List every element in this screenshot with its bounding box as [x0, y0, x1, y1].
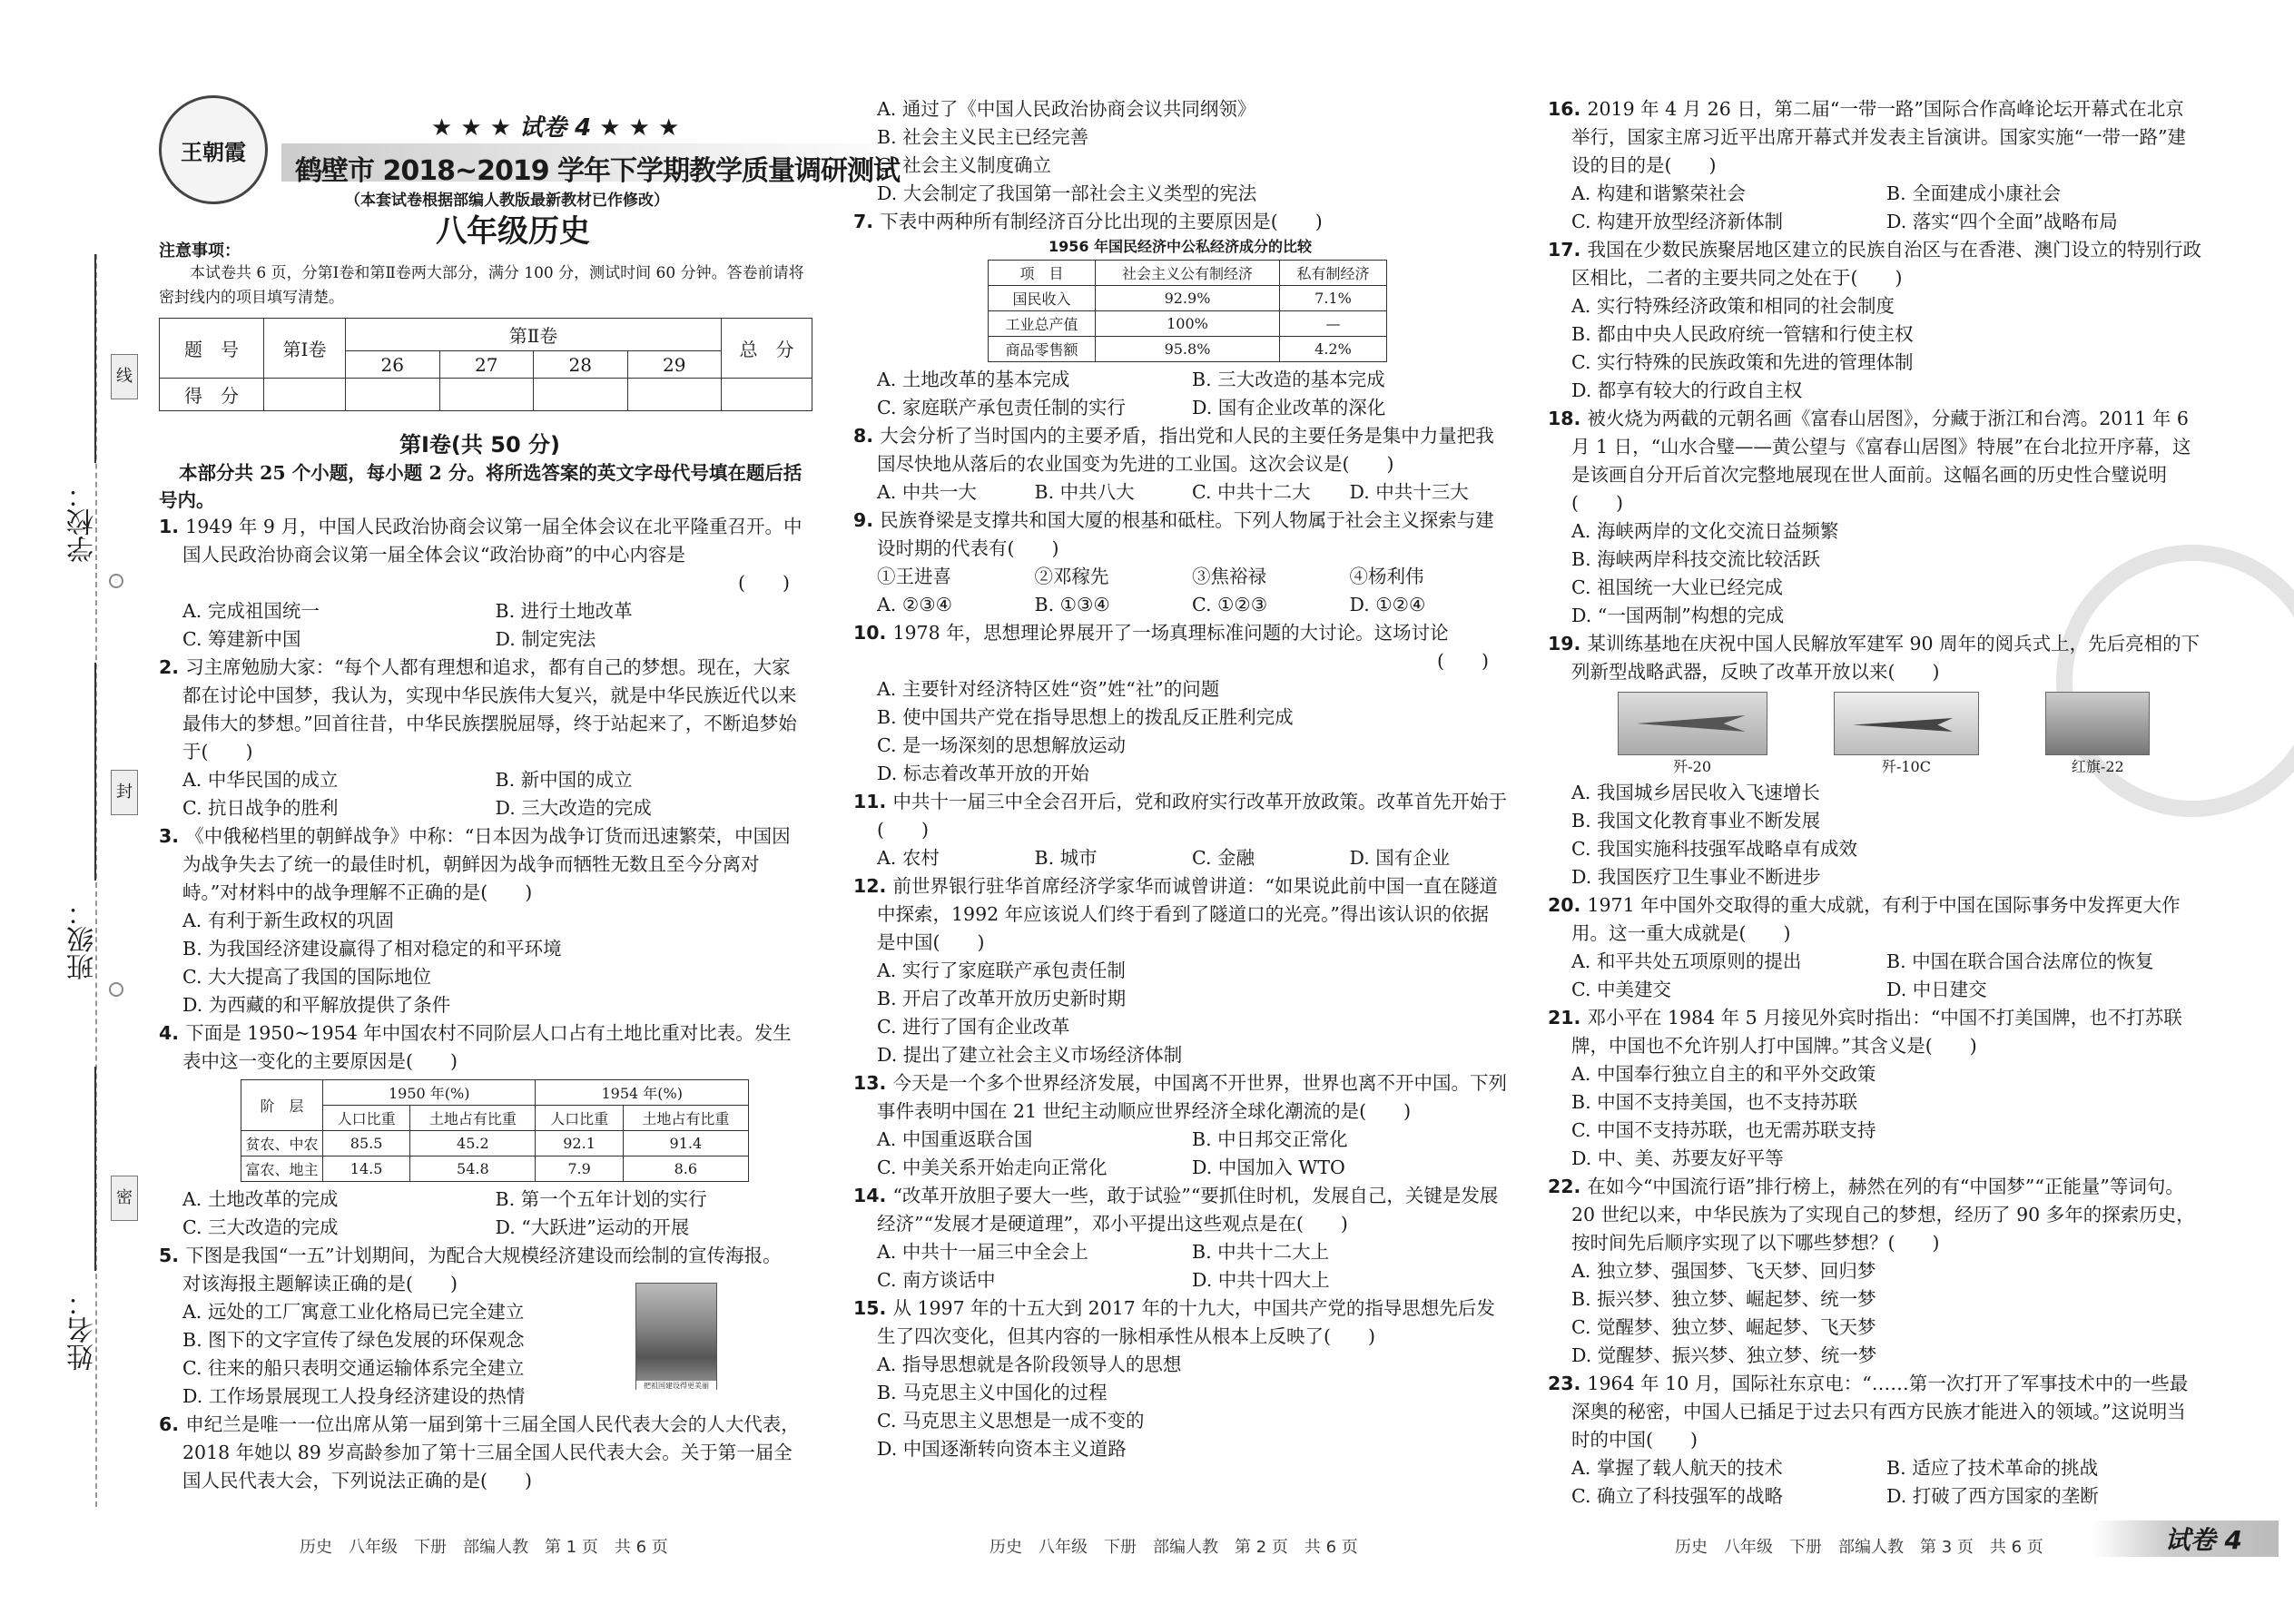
notice-heading: 注意事项：	[159, 241, 241, 261]
q1-paren[interactable]: ( )	[738, 572, 790, 594]
q9-item-2: ②邓稼先	[1034, 566, 1109, 587]
q13-stem: 今天是一个多个世界经济发展，中国离不开世界，世界也离不开中国。下列事件表明中国在 21 世纪主动顺应世界经济全球化潮流的是( )	[877, 1072, 1507, 1122]
option-a[interactable]: A. 海峡两岸的文化交流日益频繁	[1571, 520, 1839, 542]
question-1: 1. 1949 年 9 月，中国人民政治协商会议第一届全体会议在北平隆重召开。中国人民政治协商会议第一届全体会议“政治协商”的中心内容是 ( )	[159, 513, 808, 597]
option-d[interactable]: D. 制定宪法	[495, 628, 596, 650]
score-label-part1: 第Ⅰ卷	[264, 319, 346, 379]
binding-hole	[109, 574, 123, 588]
th-1950: 1950 年(%)	[323, 1080, 536, 1106]
option-b[interactable]: B. 中共八大	[1034, 481, 1135, 503]
table-cell: 7.9	[536, 1156, 623, 1182]
option-d[interactable]: D. 中国加入 WTO	[1192, 1156, 1345, 1178]
option-c[interactable]: C. 往来的船只表明交通运输体系完全建立	[182, 1357, 525, 1379]
question-12: 12. 前世界银行驻华首席经济学家华而诚曾讲道：“如果说此前中国一直在隧道中探索，1992 年应该说人们终于看到了隧道口的光亮。”得出该认识的依据是中国( )	[853, 875, 1498, 953]
option-a[interactable]: A. 构建和谐繁荣社会	[1571, 182, 1746, 204]
school-fill-line[interactable]	[94, 254, 96, 463]
option-a[interactable]: A. 指导思想就是各阶段领导人的思想	[877, 1353, 1182, 1375]
section1-title: 第Ⅰ卷(共 50 分)	[399, 432, 560, 458]
table-cell: 富农、地主	[241, 1156, 323, 1182]
notice-body: 本试卷共 6 页，分第Ⅰ卷和第Ⅱ卷两大部分，满分 100 分，测试时间 60 分钟。答卷前请将密封线内的项目填写清楚。	[159, 264, 804, 307]
option-b[interactable]: B. 振兴梦、独立梦、崛起梦、统一梦	[1571, 1288, 1876, 1310]
seal-marker-seal: 封	[111, 770, 138, 815]
option-c[interactable]: C. 中美建交	[1571, 979, 1671, 1000]
q19-caption-2: 歼-10C	[1881, 758, 1931, 775]
q19-figure-2	[1834, 692, 1979, 779]
school-label: 学校：	[67, 481, 99, 563]
option-a[interactable]: A. 土地改革的基本完成	[877, 369, 1070, 390]
q12-stem: 前世界银行驻华首席经济学家华而诚曾讲道：“如果说此前中国一直在隧道中探索，1992 年应该说人们终于看到了隧道口的光亮。”得出该认识的依据是中国( )	[877, 875, 1498, 953]
question-15: 15. 从 1997 年的十五大到 2017 年的十九大，中国共产党的指导思想先后发生了四次变化，但其内容的一脉相承性从根本上反映了( )	[853, 1297, 1495, 1347]
option-d[interactable]: D. 打破了西方国家的垄断	[1886, 1485, 2099, 1507]
option-a[interactable]: A. 土地改革的完成	[182, 1188, 339, 1210]
option-a[interactable]: A. 实行了家庭联产承包责任制	[877, 960, 1126, 981]
option-b[interactable]: B. 为我国经济建设赢得了相对稳定的和平环境	[182, 938, 562, 960]
option-c[interactable]: C. 南方谈话中	[877, 1269, 996, 1291]
table-cell: 45.2	[410, 1131, 536, 1156]
question-4: 4. 下面是 1950~1954 年中国农村不同阶层人口占有土地比重对比表。发生表中这一变化的主要原因是( )	[159, 1022, 792, 1072]
option-d[interactable]: D. 中共十三大	[1349, 481, 1469, 503]
score-col-29: 29	[627, 351, 722, 379]
q9-item-3: ③焦裕禄	[1192, 566, 1266, 587]
q2-stem: 习主席勉励大家：“每个人都有理想和追求，都有自己的梦想。现在，大家都在讨论中国梦，我认为，实现中华民族伟大复兴，就是中华民族近代以来最伟大的梦想。”回首往昔，中华民族摆脱屈辱，终于站起来了，不断追梦始于( )	[182, 656, 797, 763]
option-a[interactable]: A. 我国城乡居民收入飞速增长	[1571, 782, 1820, 803]
score-table	[159, 318, 812, 411]
page-2	[853, 0, 1516, 1624]
th-1954: 1954 年(%)	[536, 1080, 749, 1106]
q8-stem: 大会分析了当时国内的主要矛盾，指出党和人民的主要任务是集中力量把我国尽快地从落后的农业国变为先进的工业国。这次会议是( )	[877, 425, 1494, 475]
option-b[interactable]: B. 开启了改革开放历史新时期	[877, 988, 1127, 1009]
q19-caption-1: 歼-20	[1673, 758, 1712, 775]
option-d[interactable]: D. 中共十四大上	[1192, 1269, 1330, 1291]
option-c[interactable]: C. 我国实施科技强军战略卓有成效	[1571, 838, 1857, 860]
q19-images	[1548, 686, 2201, 779]
th-land: 土地占有比重	[410, 1106, 536, 1131]
page-1	[159, 0, 901, 1624]
th-land: 土地占有比重	[623, 1106, 748, 1131]
q15-stem: 从 1997 年的十五大到 2017 年的十九大，中国共产党的指导思想先后发生了四次变化，但其内容的一脉相承性从根本上反映了( )	[877, 1297, 1495, 1347]
score-cell[interactable]	[439, 379, 534, 411]
q9-options	[853, 591, 1507, 619]
option-a[interactable]: A. 农村	[877, 847, 940, 869]
poster-caption: 把祖国建设得更美丽	[636, 1381, 716, 1391]
option-b[interactable]: B. 第一个五年计划的实行	[495, 1188, 707, 1210]
table-cell: 100%	[1096, 311, 1280, 337]
option-a[interactable]: A. 主要针对经济特区姓“资”姓“社”的问题	[877, 678, 1220, 700]
table-cell: 92.1	[536, 1131, 623, 1156]
section1-intro: 本部分共 25 个小题，每小题 2 分。将所选答案的英文字母代号填在题后括号内。	[159, 462, 802, 511]
question-3: 3. 《中俄秘档里的朝鲜战争》中称：“日本因为战争订货而迅速繁荣，中国因为战争失去了统一的最佳时机，朝鲜因为战争而牺牲无数且至今分离对峙。”对材料中的战争理解不正确的是( )	[159, 825, 791, 903]
score-cell[interactable]	[627, 379, 722, 411]
q14-stem: “改革开放胆子要大一些，敢于试验”“要抓住时机，发展自己，关键是发展经济”“发展才是硬道理”，邓小平提出这些观点是在( )	[877, 1185, 1499, 1235]
score-label-score: 得 分	[160, 379, 264, 411]
class-label: 班级：	[67, 899, 99, 980]
option-c[interactable]: C. 构建开放型经济新体制	[1571, 211, 1783, 232]
option-d[interactable]: D. 都享有较大的行政自主权	[1571, 379, 1803, 401]
q9-item-1: ①王进喜	[877, 566, 951, 587]
q9-items	[853, 563, 1507, 591]
option-b[interactable]: B. 图下的文字宣传了绿色发展的环保观念	[182, 1329, 525, 1351]
question-9: 9. 民族脊梁是支撑共和国大厦的根基和砥柱。下列人物属于社会主义探索与建设时期的代表有( )	[853, 509, 1494, 559]
option-c[interactable]: C. 觉醒梦、独立梦、崛起梦、飞天梦	[1571, 1316, 1876, 1338]
option-a[interactable]: A. 中共一大	[877, 481, 977, 503]
name-fill-line[interactable]	[94, 1067, 96, 1271]
table-cell: 贫农、中农	[241, 1131, 323, 1156]
option-d[interactable]: D. 国有企业	[1349, 847, 1451, 869]
option-c[interactable]: C. 进行了国有企业改革	[877, 1016, 1070, 1038]
question-11: 11. 中共十一届三中全会召开后，党和政府实行改革开放政策。改革首先开始于( )	[853, 791, 1507, 841]
option-b[interactable]: B. 中国不支持美国，也不支持苏联	[1571, 1091, 1858, 1113]
option-d[interactable]: D. 为西藏的和平解放提供了条件	[182, 994, 451, 1016]
q23-stem: 1964 年 10 月，国际社东京电：“……第一次打开了军事技术中的一些最深奥的秘密，中国人已插足于过去只有西方民族才能进入的领域。”这说明当时的中国( )	[1571, 1373, 2189, 1451]
table-cell: 54.8	[410, 1156, 536, 1182]
question-23: 23. 1964 年 10 月，国际社东京电：“……第一次打开了军事技术中的一些最深奥的秘密，中国人已插足于过去只有西方民族才能进入的领域。”这说明当时的中国( )	[1548, 1373, 2189, 1451]
name-label: 姓名：	[67, 1289, 99, 1371]
q3-stem: 《中俄秘档里的朝鲜战争》中称：“日本因为战争订货而迅速繁荣，中国因为战争失去了统一的最佳时机，朝鲜因为战争而牺牲无数且至今分离对峙。”对材料中的战争理解不正确的是( )	[182, 825, 791, 903]
option-d[interactable]: D. 我国医疗卫生事业不断进步	[1571, 866, 1821, 888]
q6-stem: 申纪兰是唯一一位出席从第一届到第十三届全国人民代表大会的人大代表，2018 年她以 89 岁高龄参加了第十三届全国人民代表大会。关于第一届全国人民代表大会，下列说法正确的是( )	[182, 1413, 800, 1491]
th-pop: 人口比重	[536, 1106, 623, 1131]
score-cell[interactable]	[346, 379, 440, 411]
economy-table	[988, 260, 1387, 362]
seal-marker-line: 线	[111, 354, 138, 399]
q10-stem: 1978 年，思想理论界展开了一场真理标准问题的大讨论。这场讨论	[892, 622, 1449, 644]
q19-figure-1	[1618, 692, 1767, 779]
option-d[interactable]: D. 国有企业改革的深化	[1192, 397, 1386, 418]
option-c[interactable]: C. 确立了科技强军的战略	[1571, 1485, 1783, 1507]
option-d[interactable]: D. 落实“四个全面”战略布局	[1886, 211, 2118, 232]
score-col-26: 26	[346, 351, 440, 379]
option-b[interactable]: B. 三大改造的基本完成	[1192, 369, 1385, 390]
score-cell[interactable]	[534, 379, 628, 411]
option-c[interactable]: C. 社会主义制度确立	[877, 154, 1051, 176]
option-a[interactable]: A. 中国奉行独立自主的和平外交政策	[1571, 1063, 1876, 1085]
option-b[interactable]: B. 我国文化教育事业不断发展	[1571, 810, 1821, 832]
option-a[interactable]: A. 掌握了载人航天的技术	[1571, 1457, 1783, 1479]
table-cell: 8.6	[623, 1156, 748, 1182]
option-d[interactable]: D. 三大改造的完成	[495, 797, 652, 819]
badge-bar: ★ ★ ★ 试卷 4 ★ ★ ★	[431, 114, 680, 142]
poster-image	[635, 1283, 717, 1390]
option-b[interactable]: B. 中国在联合国合法席位的恢复	[1886, 950, 2154, 972]
missile-launcher-image	[2045, 692, 2150, 755]
question-14: 14. “改革开放胆子要大一些，敢于试验”“要抓住时机，发展自己，关键是发展经济”“发展才是硬道理”，邓小平提出这些观点是在( )	[853, 1185, 1499, 1235]
option-a[interactable]: A. ②③④	[877, 594, 952, 615]
option-c[interactable]: C. 中共十二大	[1192, 481, 1311, 503]
table-cell: 国民收入	[989, 286, 1096, 311]
q1-options	[159, 597, 808, 654]
q9-stem: 民族脊梁是支撑共和国大厦的根基和砥柱。下列人物属于社会主义探索与建设时期的代表有( )	[877, 509, 1494, 559]
q22-stem: 在如今“中国流行语”排行榜上，赫然在列的有“中国梦”“正能量”等词句。20 世纪以来，中华民族为了实现自己的梦想，经历了 90 多年的探索历史，按时间先后顺序实现了以下哪些梦想？( )	[1571, 1176, 2195, 1254]
q16-stem: 2019 年 4 月 26 日，第二届“一带一路”国际合作高峰论坛开幕式在北京举行，国家主席习近平出席开幕式并发表主旨演讲。国家实施“一带一路”建设的目的是( )	[1571, 98, 2186, 176]
q19-figure-3	[2045, 692, 2150, 779]
q19-caption-3: 红旗-22	[2071, 758, 2124, 775]
exam-subtitle: （本套试卷根据部编人教版最新教材已作修改）	[345, 192, 669, 210]
option-b[interactable]: B. 新中国的成立	[495, 769, 633, 791]
option-c[interactable]: C. 中美关系开始走向正常化	[877, 1156, 1108, 1178]
table-cell: 商品零售额	[989, 337, 1096, 362]
binding-hole	[109, 982, 123, 997]
q20-options	[1548, 948, 2201, 1004]
option-c[interactable]: C. 家庭联产承包责任制的实行	[877, 397, 1126, 418]
option-d[interactable]: D. 中、美、苏要友好平等	[1571, 1147, 1784, 1169]
option-b[interactable]: B. 社会主义民主已经完善	[877, 126, 1089, 148]
q7-stem: 下表中两种所有制经济百分比出现的主要原因是( )	[880, 211, 1323, 232]
q8-options	[853, 478, 1507, 507]
score-cell[interactable]	[264, 379, 346, 411]
page-3	[1548, 0, 2274, 1624]
th-item: 项 目	[989, 261, 1096, 286]
question-2: 2. 习主席勉励大家：“每个人都有理想和追求，都有自己的梦想。现在，大家都在讨论中国梦，我认为，实现中华民族伟大复兴，就是中华民族近代以来最伟大的梦想。”回首往昔，中华民族摆脱屈辱，终于站起来了，不断追梦始于( )	[159, 656, 797, 763]
th-public: 社会主义公有制经济	[1096, 261, 1280, 286]
option-c[interactable]: C. 实行特殊的民族政策和先进的管理体制	[1571, 351, 1914, 373]
option-b[interactable]: B. 都由中央人民政府统一管辖和行使主权	[1571, 323, 1914, 345]
option-b[interactable]: B. 进行土地改革	[495, 600, 633, 622]
option-a[interactable]: A. 有利于新生政权的巩固	[182, 910, 394, 931]
q7-options	[853, 366, 1507, 422]
question-22: 22. 在如今“中国流行语”排行榜上，赫然在列的有“中国梦”“正能量”等词句。20 世纪以来，中华民族为了实现自己的梦想，经历了 90 多年的探索历史，按时间先后顺序实现了以下哪些梦想？( )	[1548, 1176, 2195, 1254]
table-cell: 95.8%	[1096, 337, 1280, 362]
q9-item-4: ④杨利伟	[1349, 566, 1424, 587]
page2-footer: 历史 八年级 下册 部编人教 第 2 页 共 6 页	[989, 1538, 1358, 1557]
question-6: 6. 申纪兰是唯一一位出席从第一届到第十三届全国人民代表大会的人大代表，2018 年她以 89 岁高龄参加了第十三届全国人民代表大会。关于第一届全国人民代表大会，下列说法正确的是( )	[159, 1413, 800, 1491]
question-5: 5. 下图是我国“一五”计划期间，为配合大规模经济建设而绘制的宣传海报。对该海报主题解读正确的是( )	[159, 1245, 782, 1294]
th-private: 私有制经济	[1279, 261, 1386, 286]
option-a[interactable]: A. 中华民国的成立	[182, 769, 339, 791]
option-d[interactable]: D. 大会制定了我国第一部社会主义类型的宪法	[877, 182, 1257, 204]
q2-options	[159, 766, 808, 822]
question-8: 8. 大会分析了当时国内的主要矛盾，指出党和人民的主要任务是集中力量把我国尽快地从落后的农业国变为先进的工业国。这次会议是( )	[853, 425, 1494, 475]
q11-stem: 中共十一届三中全会召开后，党和政府实行改革开放政策。改革首先开始于( )	[877, 791, 1507, 841]
table-cell: 92.9%	[1096, 286, 1280, 311]
q4-options	[159, 1186, 808, 1242]
question-7: 7. 下表中两种所有制经济百分比出现的主要原因是( )	[853, 211, 1323, 232]
option-c[interactable]: C. 祖国统一大业已经完成	[1571, 576, 1783, 598]
q21-stem: 邓小平在 1984 年 5 月接见外宾时指出：“中国不打美国牌，也不打苏联牌，中国也不允许别人打中国牌。”其含义是( )	[1571, 1007, 2182, 1057]
score-col-27: 27	[439, 351, 534, 379]
seal-marker-secret: 密	[111, 1176, 138, 1221]
option-d[interactable]: D. 工作场景展现工人投身经济建设的热情	[182, 1385, 526, 1407]
q20-stem: 1971 年中国外交取得的重大成就，有利于中国在国际事务中发挥更大作用。这一重大成就是( )	[1571, 894, 2181, 944]
table-cell: 85.5	[323, 1131, 410, 1156]
fighter-jet-image	[1834, 692, 1979, 755]
page1-questions	[159, 513, 808, 1495]
q5-stem: 下图是我国“一五”计划期间，为配合大规模经济建设而绘制的宣传海报。对该海报主题解读正确的是( )	[182, 1245, 782, 1294]
option-c[interactable]: C. 马克思主义思想是一成不变的	[877, 1410, 1145, 1432]
question-17: 17. 我国在少数民族聚居地区建立的民族自治区与在香港、澳门设立的特别行政区相比，二者的主要共同之处在于( )	[1548, 239, 2201, 289]
page2-questions	[853, 95, 1507, 1463]
q7-table-caption: 1956 年国民经济中公私经济成分的比较	[1048, 238, 1313, 255]
q18-stem: 被火烧为两截的元朝名画《富春山居图》，分藏于浙江和台湾。2011 年 6 月 1 日，“山水合璧——黄公望与《富春山居图》特展”在台北拉开序幕，这是该画自分开后首次完整地展现在世人面前。这幅名画的历史性合璧说明( )	[1571, 408, 2191, 514]
badge-label: 试卷 4	[519, 114, 592, 142]
option-a[interactable]: A. 和平共处五项原则的提出	[1571, 950, 1802, 972]
option-a[interactable]: A. 完成祖国统一	[182, 600, 320, 622]
option-b[interactable]: B. 海峡两岸科技交流比较活跃	[1571, 548, 1821, 570]
option-a[interactable]: A. 远处的工厂寓意工业化格局已完全建立	[182, 1301, 525, 1323]
exam-title: 鹤壁市 2018~2019 学年下学期教学质量调研测试	[295, 155, 901, 187]
table-cell: 工业总产值	[989, 311, 1096, 337]
table-cell: 91.4	[623, 1131, 748, 1156]
option-c[interactable]: C. 中国不支持苏联，也无需苏联支持	[1571, 1119, 1876, 1141]
page1-footer: 历史 八年级 下册 部编人教 第 1 页 共 6 页	[300, 1538, 668, 1557]
option-d[interactable]: D. 觉醒梦、振兴梦、独立梦、统一梦	[1571, 1344, 1877, 1366]
option-c[interactable]: C. 金融	[1192, 847, 1255, 869]
option-a[interactable]: A. 中共十一届三中全会上	[877, 1241, 1088, 1263]
score-col-28: 28	[534, 351, 628, 379]
brand-logo	[159, 95, 268, 204]
option-b[interactable]: B. 中日邦交正常化	[1192, 1128, 1348, 1150]
q13-options	[853, 1126, 1507, 1182]
q17-stem: 我国在少数民族聚居地区建立的民族自治区与在香港、澳门设立的特别行政区相比，二者的主要共同之处在于( )	[1571, 239, 2201, 289]
option-c[interactable]: C. ①②③	[1192, 594, 1268, 615]
option-d[interactable]: D. 提出了建立社会主义市场经济体制	[877, 1044, 1183, 1066]
option-a[interactable]: A. 独立梦、强国梦、飞天梦、回归梦	[1571, 1260, 1876, 1282]
q1-stem: 1949 年 9 月，中国人民政治协商会议第一届全体会议在北平隆重召开。中国人民政治协商会议第一届全体会议“政治协商”的中心内容是	[182, 516, 802, 566]
footer-tag-label: 试卷 4	[2164, 1525, 2242, 1555]
footer-tag	[2092, 1521, 2279, 1557]
th-pop: 人口比重	[323, 1106, 410, 1131]
question-5-block	[159, 1242, 808, 1411]
q10-paren[interactable]: ( )	[1437, 650, 1489, 672]
score-label-total: 总 分	[722, 319, 812, 379]
option-b[interactable]: B. 适应了技术革命的挑战	[1886, 1457, 2099, 1479]
option-b[interactable]: B. 使中国共产党在指导思想上的拨乱反正胜利完成	[877, 706, 1294, 728]
q11-options	[853, 844, 1507, 872]
q23-options	[1548, 1454, 2201, 1511]
option-d[interactable]: D. “大跃进”运动的开展	[495, 1216, 690, 1238]
question-16: 16. 2019 年 4 月 26 日，第二届“一带一路”国际合作高峰论坛开幕式在北京举行，国家主席习近平出席开幕式并发表主旨演讲。国家实施“一带一路”建设的目的是( )	[1548, 98, 2186, 176]
question-10: 10. 1978 年，思想理论界展开了一场真理标准问题的大讨论。这场讨论 ( )	[853, 619, 1507, 675]
score-label-part2: 第Ⅱ卷	[346, 319, 722, 351]
option-b[interactable]: B. 中共十二大上	[1192, 1241, 1330, 1263]
table-cell: 14.5	[323, 1156, 410, 1182]
q16-options	[1548, 180, 2201, 236]
class-fill-line[interactable]	[94, 663, 96, 881]
option-d[interactable]: D. 中国逐渐转向资本主义道路	[877, 1438, 1127, 1460]
fighter-jet-image	[1618, 692, 1767, 755]
option-a[interactable]: A. 通过了《中国人民政治协商会议共同纲领》	[877, 98, 1256, 120]
option-b[interactable]: B. 全面建成小康社会	[1886, 182, 2062, 204]
question-13: 13. 今天是一个多个世界经济发展，中国离不开世界，世界也离不开中国。下列事件表明中国在 21 世纪主动顺应世界经济全球化潮流的是( )	[853, 1072, 1507, 1122]
option-c[interactable]: C. 筹建新中国	[182, 628, 301, 650]
q14-options	[853, 1238, 1507, 1294]
logo-text: 王朝霞	[181, 138, 246, 165]
q4-stem: 下面是 1950~1954 年中国农村不同阶层人口占有土地比重对比表。发生表中这一变化的主要原因是( )	[182, 1022, 792, 1072]
score-cell[interactable]	[722, 379, 812, 411]
page3-questions	[1548, 95, 2201, 1511]
option-a[interactable]: A. 中国重返联合国	[877, 1128, 1033, 1150]
question-21: 21. 邓小平在 1984 年 5 月接见外宾时指出：“中国不打美国牌，也不打苏联牌，中国也不允许别人打中国牌。”其含义是( )	[1548, 1007, 2182, 1057]
option-d[interactable]: D. 标志着改革开放的开始	[877, 763, 1089, 784]
page3-footer: 历史 八年级 下册 部编人教 第 3 页 共 6 页	[1675, 1538, 2043, 1557]
question-19: 19. 某训练基地在庆祝中国人民解放军建军 90 周年的阅兵式上，先后亮相的下列新型战略武器，反映了改革开放以来( )	[1548, 633, 2200, 683]
th-level: 阶 层	[241, 1080, 323, 1131]
option-b[interactable]: B. 马克思主义中国化的过程	[877, 1382, 1108, 1403]
grade-subject: 八年级历史	[436, 213, 590, 250]
land-ratio-table	[241, 1079, 749, 1182]
table-cell: 7.1%	[1279, 286, 1386, 311]
table-cell: —	[1279, 311, 1386, 337]
question-18: 18. 被火烧为两截的元朝名画《富春山居图》，分藏于浙江和台湾。2011 年 6 月 1 日，“山水合璧——黄公望与《富春山居图》特展”在台北拉开序幕，这是该画自分开后首次完整地展现在世人面前。这幅名画的历史性合璧说明( )	[1548, 408, 2191, 514]
option-c[interactable]: C. 抗日战争的胜利	[182, 797, 339, 819]
question-20: 20. 1971 年中国外交取得的重大成就，有利于中国在国际事务中发挥更大作用。这一重大成就是( )	[1548, 894, 2181, 944]
option-c[interactable]: C. 三大改造的完成	[182, 1216, 339, 1238]
option-c[interactable]: C. 是一场深刻的思想解放运动	[877, 734, 1126, 756]
q19-stem: 某训练基地在庆祝中国人民解放军建军 90 周年的阅兵式上，先后亮相的下列新型战略武器，反映了改革开放以来( )	[1571, 633, 2200, 683]
table-cell: 4.2%	[1279, 337, 1386, 362]
option-d[interactable]: D. ①②④	[1349, 594, 1426, 615]
option-c[interactable]: C. 大大提高了我国的国际地位	[182, 966, 431, 988]
option-a[interactable]: A. 实行特殊经济政策和相同的社会制度	[1571, 295, 1895, 317]
option-d[interactable]: D. “一国两制”构想的完成	[1571, 605, 1785, 626]
option-b[interactable]: B. 城市	[1034, 847, 1098, 869]
option-b[interactable]: B. ①③④	[1034, 594, 1110, 615]
score-label-question: 题 号	[160, 319, 264, 379]
option-d[interactable]: D. 中日建交	[1886, 979, 1987, 1000]
